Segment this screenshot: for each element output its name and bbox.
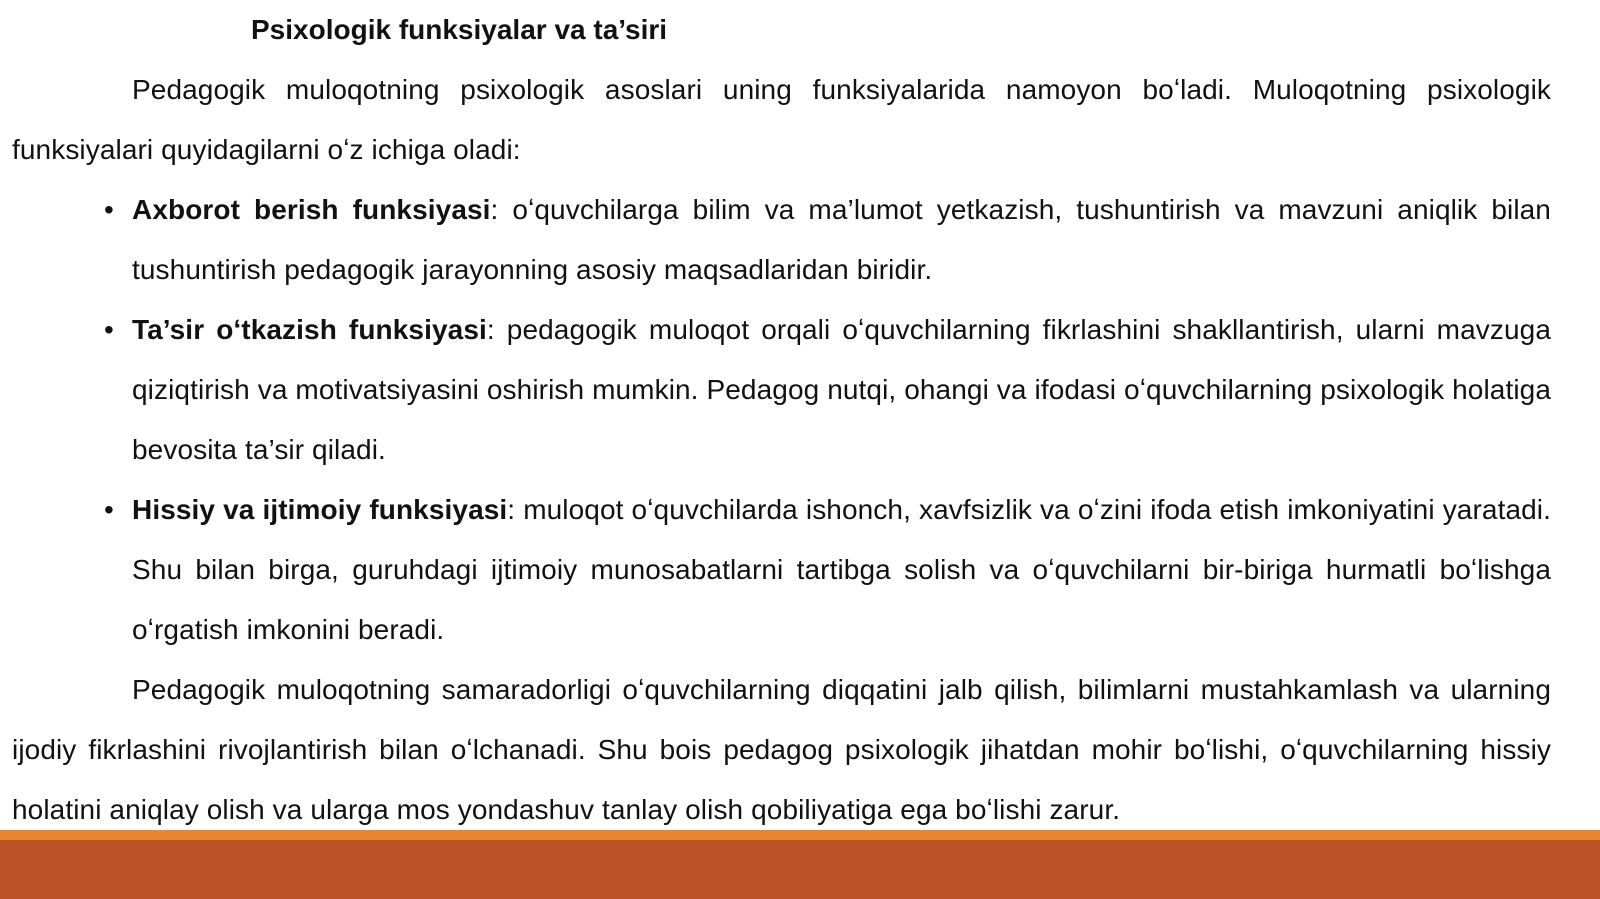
slide-body xyxy=(12,60,1551,840)
bullet-text: : oʻquvchilarga bilim va ma’lumot yetkazish, tushuntirish va mavzuni aniqlik bilan tushuntirish pedagogik jarayonning asosiy maqsadlaridan biridir. xyxy=(132,194,1551,285)
conclusion-paragraph: Pedagogik muloqotning samaradorligi oʻquvchilarning diqqatini jalb qilish, bilimlarni mustahkamlash va ularning ijodiy fikrlashini rivojlantirish bilan oʻlchanadi. Shu bois pedagog psixologik jihatdan mohir boʻlishi, oʻquvchilarning hissiy holatini aniqlay olish va ularga mos yondashuv tanlay olish qobiliyatiga ega boʻlishi zarur. xyxy=(12,674,1551,825)
bullet-term: Hissiy va ijtimoiy funksiyasi xyxy=(132,494,508,525)
bullet-term: Axborot berish funksiyasi xyxy=(132,194,491,225)
functions-list xyxy=(12,180,1551,660)
slide-title: Psixologik funksiyalar va ta’siri xyxy=(251,14,668,45)
bullet-term: Ta’sir oʻtkazish funksiyasi xyxy=(132,314,487,345)
bullet-icon: • xyxy=(104,494,114,525)
footer-accent-line xyxy=(0,830,1600,840)
bullet-icon: • xyxy=(104,194,114,225)
footer-bar xyxy=(0,840,1600,899)
list-item xyxy=(104,480,1551,660)
bullet-icon: • xyxy=(104,314,114,345)
intro-paragraph: Pedagogik muloqotning psixologik asoslari uning funksiyalarida namoyon boʻladi. Muloqotning psixologik funksiyalari quyidagilarni oʻz ichiga oladi: xyxy=(12,74,1551,165)
list-item xyxy=(104,180,1551,300)
list-item xyxy=(104,300,1551,480)
bullet-text: : muloqot oʻquvchilarda ishonch, xavfsizlik va oʻzini ifoda etish imkoniyatini yaratadi. Shu bilan birga, guruhdagi ijtimoiy munosabatlarni tartibga solish va oʻquvchilarni bir-biriga hurmatli boʻlishga oʻrgatish imkonini beradi. xyxy=(132,494,1551,645)
bullet-text: : pedagogik muloqot orqali oʻquvchilarning fikrlashini shakllantirish, ularni mavzuga qiziqtirish va motivatsiyasini oshirish mumkin. Pedagog nutqi, ohangi va ifodasi oʻquvchilarning psixologik holatiga bevosita ta’sir qiladi. xyxy=(132,314,1551,465)
